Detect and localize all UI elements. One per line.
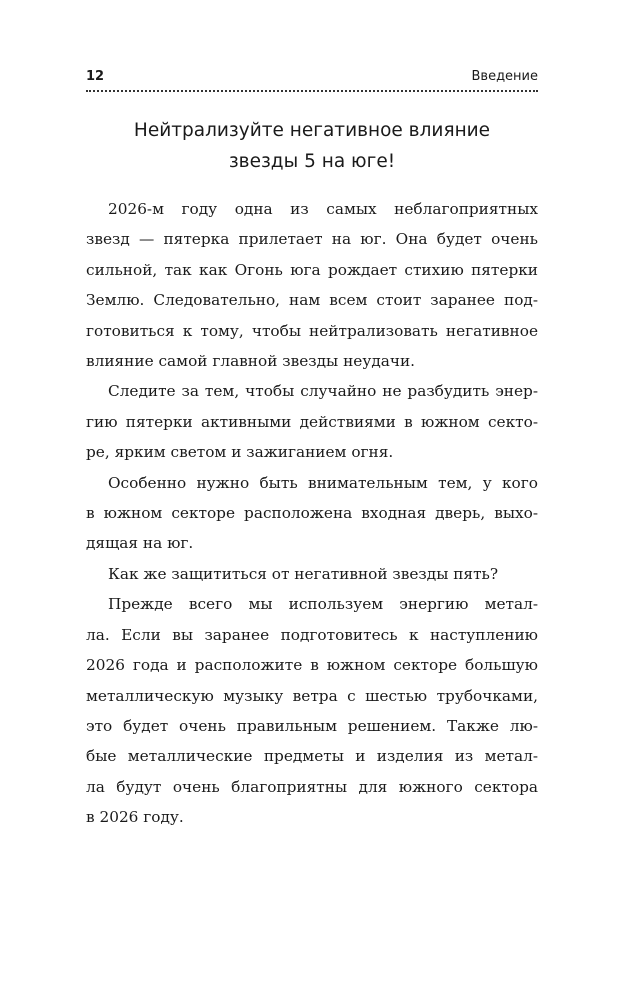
text-line: 2026-м году одна из самых неблагоприятных [108, 200, 538, 218]
text-line: ре, ярким светом и зажиганием огня. [86, 443, 394, 462]
text-line: Землю. Следовательно, нам всем стоит заранее под- [86, 291, 538, 310]
text-line: бые металлические предметы и изделия из метал- [86, 747, 538, 766]
text-line: Следите за тем, чтобы случайно не разбудить энер- [108, 382, 538, 401]
text-line: Прежде всего мы используем энергию метал- [108, 595, 538, 614]
paragraph [86, 559, 538, 589]
paragraph [86, 589, 538, 832]
text-line: в южном секторе расположена входная дверь, выхо- [86, 504, 538, 523]
text-line: металлическую музыку ветра с шестью трубочками, [86, 686, 538, 705]
heading-line: звезды 5 на юге! [228, 151, 396, 172]
text-line: в 2026 году. [86, 808, 184, 827]
text-line: Особенно нужно быть внимательным тем, у кого [108, 473, 538, 492]
text-line: ла. Если вы заранее подготовитесь к наступлению [86, 625, 538, 644]
text-line: 2026 года и расположите в южном секторе большую [86, 656, 538, 675]
text-line: Как же защититься от негативной звезды пять? [108, 564, 499, 583]
paragraph [86, 468, 538, 559]
header-divider [86, 90, 538, 92]
paragraph [86, 194, 538, 376]
running-header [86, 68, 538, 86]
text-line: гию пятерки активными действиями в южном секто- [86, 412, 538, 431]
text-line: влияние самой главной звезды неудачи. [86, 352, 416, 371]
page-number: 12 [86, 69, 105, 84]
text-line: сильной, так как Огонь юга рождает стихию пятерки [86, 260, 538, 279]
heading-line: Нейтрализуйте негативное влияние [133, 120, 491, 141]
text-line: ла будут очень благоприятны для южного сектора [86, 777, 538, 796]
chapter-heading [86, 115, 538, 177]
paragraph [86, 376, 538, 467]
text-line: это будет очень правильным решением. Также лю- [86, 716, 538, 735]
text-line: готовиться к тому, чтобы нейтрализовать негативное [86, 321, 538, 340]
text-line: звезд — пятерка прилетает на юг. Она будет очень [86, 230, 538, 249]
body-text [86, 194, 538, 833]
section-title: Введение [471, 69, 538, 84]
text-line: дящая на юг. [86, 534, 194, 553]
